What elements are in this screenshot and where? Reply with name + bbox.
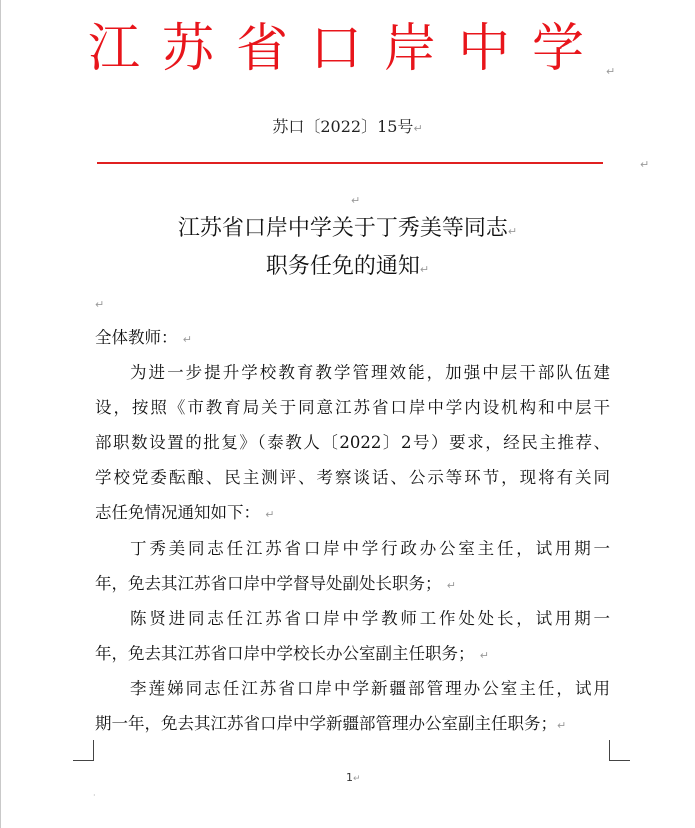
appointment-line: 陈贤进同志任江苏省口岸中学教师工作处处长，试用期一 bbox=[130, 609, 610, 628]
intro-line: 设，按照《市教育局关于同意江苏省口岸中学内设机构和中层干 bbox=[95, 398, 610, 417]
margin-corner-marker-right bbox=[609, 740, 630, 761]
appointment-line: 期一年，免去其江苏省口岸中学新疆部管理办公室副主任职务；↵ bbox=[95, 714, 567, 733]
page-number: 1↵ bbox=[346, 771, 361, 784]
notice-title-line-2: 职务任免的通知↵ bbox=[265, 254, 430, 279]
paragraph-mark: ↵ bbox=[507, 225, 518, 238]
salutation: 全体教师： ↵ bbox=[95, 328, 192, 347]
paragraph-mark: ↵ bbox=[419, 263, 430, 276]
document-number: 苏口〔2022〕15号↵ bbox=[272, 117, 423, 136]
appointment-line: 年，免去其江苏省口岸中学校长办公室副主任职务； ↵ bbox=[95, 644, 489, 663]
paragraph-mark: ↵ bbox=[606, 65, 616, 78]
paragraph-mark: ↵ bbox=[640, 158, 650, 171]
appointment-line: 丁秀美同志任江苏省口岸中学行政办公室主任，试用期一 bbox=[130, 539, 610, 558]
paragraph-mark: ↵ bbox=[446, 579, 456, 592]
notice-title-line-1: 江苏省口岸中学关于丁秀美等同志↵ bbox=[177, 216, 518, 241]
paragraph-mark: ↵ bbox=[95, 298, 105, 311]
intro-line: 学校党委酝酿、民主测评、考察谈话、公示等环节，现将有关同 bbox=[95, 468, 610, 487]
intro-line: 为进一步提升学校教育教学管理效能，加强中层干部队伍建 bbox=[130, 363, 610, 382]
intro-line: 志任免情况通知如下： ↵ bbox=[95, 503, 275, 522]
paragraph-mark: ↵ bbox=[557, 719, 567, 732]
intro-line: 部职数设置的批复》（泰教人〔2022〕2号）要求，经民主推荐、 bbox=[95, 433, 610, 452]
paragraph-mark: ↵ bbox=[351, 194, 361, 207]
appointment-line: 年，免去其江苏省口岸中学督导处副处长职务； ↵ bbox=[95, 574, 456, 593]
masthead-school-name: 江苏省口岸中学 bbox=[88, 19, 607, 79]
paragraph-mark: · bbox=[93, 791, 96, 800]
paragraph-mark: ↵ bbox=[413, 122, 423, 135]
paragraph-mark: ↵ bbox=[265, 508, 275, 521]
paragraph-mark: ↵ bbox=[479, 649, 489, 662]
margin-corner-marker-left bbox=[73, 740, 94, 761]
appointment-line: 李莲娣同志任江苏省口岸中学新疆部管理办公室主任，试用 bbox=[130, 679, 610, 698]
paragraph-mark: ↵ bbox=[182, 333, 192, 346]
red-separator-line bbox=[97, 162, 603, 164]
